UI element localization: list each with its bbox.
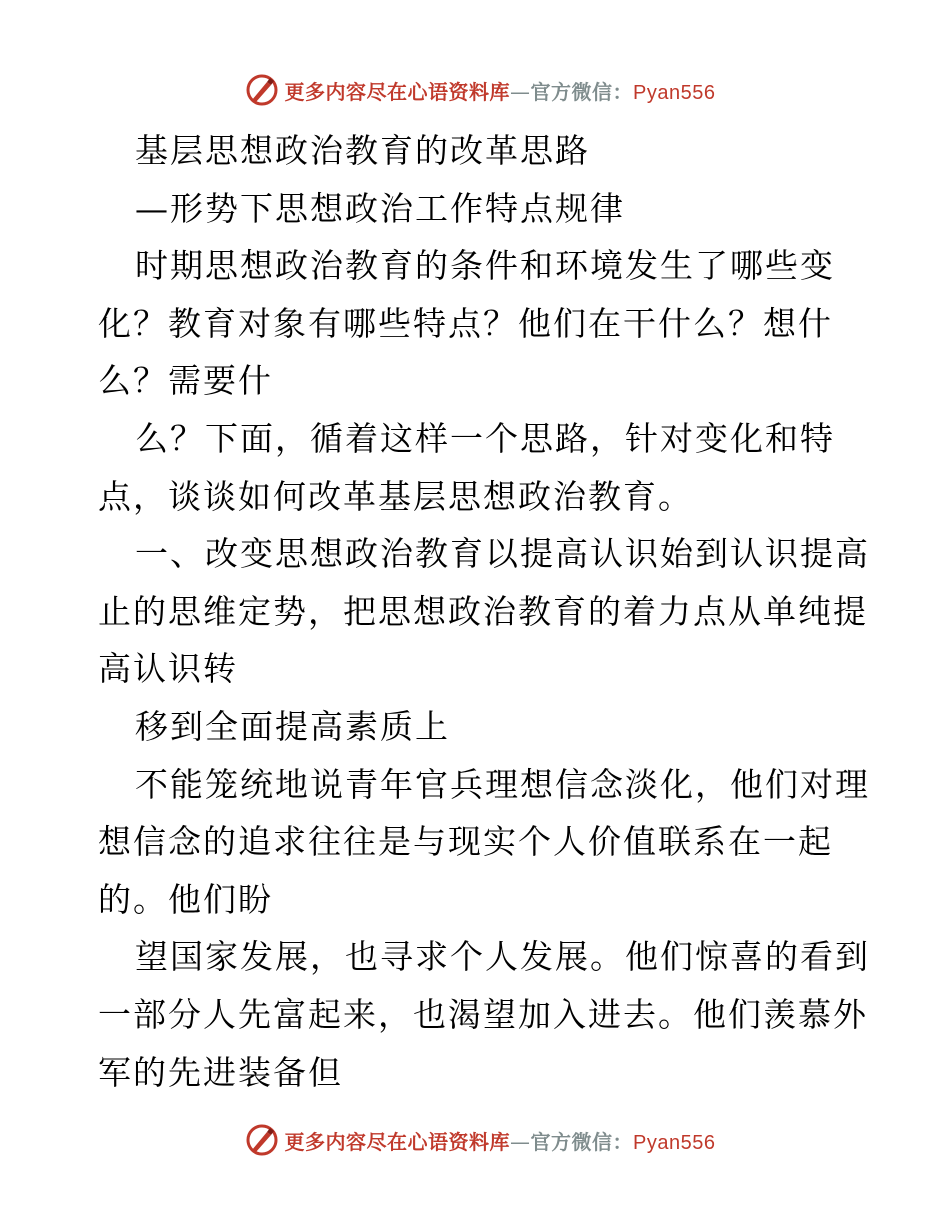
banner-wechat-id: Pyan556 [633,81,716,104]
document-line: 高认识转 [98,649,238,689]
document-line: 移到全面提高素质上 [135,706,450,746]
pen-circle-logo-icon [245,1123,279,1157]
banner-brand-text: 更多内容尽在心语资料库 [284,79,511,104]
footer-banner-content [245,1123,716,1157]
header-banner-text [285,76,716,105]
document-line: 止的思维定势，把思想政治教育的着力点从单纯提 [98,591,868,631]
document-line: 一部分人先富起来，也渴望加入进去。他们羡慕外 [98,994,868,1034]
banner-dash: — [510,79,531,104]
document-line: 不能笼统地说青年官兵理想信念淡化，他们对理 [135,764,870,804]
document-line: 时期思想政治教育的条件和环境发生了哪些变 [135,246,835,286]
document-line: 望国家发展，也寻求个人发展。他们惊喜的看到 [135,937,870,977]
footer-banner-text [285,1126,716,1155]
banner-wechat-id: Pyan556 [633,1131,716,1154]
banner-dash: — [510,1129,531,1154]
document-line: 军的先进装备但 [98,1052,343,1092]
document-line: 基层思想政治教育的改革思路 [135,131,590,170]
footer-banner [0,1120,950,1160]
document-line: 点，谈谈如何改革基层思想政治教育。 [98,476,693,516]
document-line: 么？下面，循着这样一个思路，针对变化和特 [135,418,835,458]
document-line: 一、改变思想政治教育以提高认识始到认识提高 [135,534,870,574]
document-line: 想信念的追求往往是与现实个人价值联系在一起 [98,822,833,862]
document-line: —形势下思想政治工作特点规律 [135,188,625,228]
banner-wechat-label: 官方微信： [530,1129,634,1154]
banner-brand-text: 更多内容尽在心语资料库 [284,1129,511,1154]
header-banner-content [245,73,716,107]
document-line: 么？需要什 [98,361,273,401]
document-body [98,122,870,1101]
pen-circle-logo-icon [245,73,279,107]
document-line: 的。他们盼 [98,879,273,919]
header-banner [0,70,950,110]
banner-wechat-label: 官方微信： [530,79,634,104]
document-line: 化？教育对象有哪些特点？他们在干什么？想什 [98,303,833,343]
